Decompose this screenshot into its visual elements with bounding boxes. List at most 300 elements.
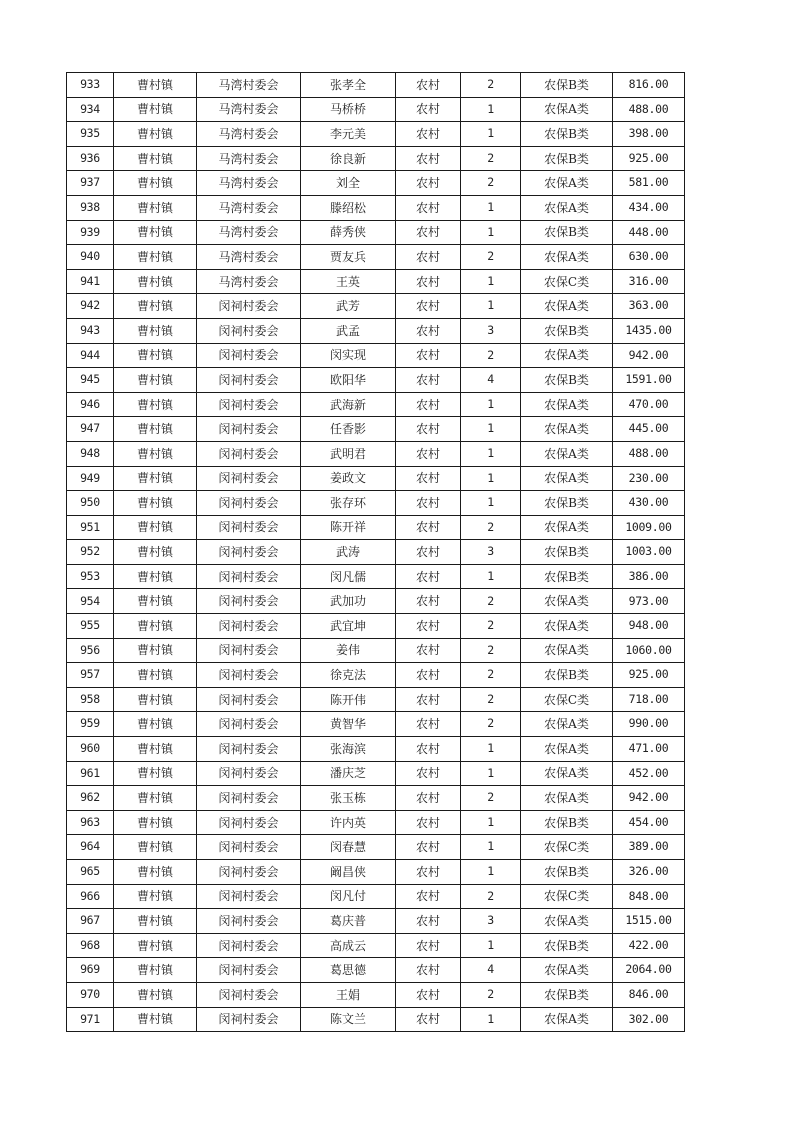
cell-family-size: 2 (461, 663, 521, 688)
cell-town: 曹村镇 (114, 269, 197, 294)
cell-village-committee: 闵祠村委会 (197, 564, 301, 589)
cell-person-name: 徐克法 (301, 663, 396, 688)
table-row (67, 737, 685, 762)
cell-insurance-category: 农保B类 (521, 318, 613, 343)
cell-town: 曹村镇 (114, 712, 197, 737)
cell-town: 曹村镇 (114, 982, 197, 1007)
table-row (67, 663, 685, 688)
cell-town: 曹村镇 (114, 171, 197, 196)
cell-family-size: 1 (461, 933, 521, 958)
cell-insurance-category: 农保B类 (521, 146, 613, 171)
cell-village-committee: 闵祠村委会 (197, 638, 301, 663)
cell-household-type: 农村 (396, 73, 461, 98)
cell-household-type: 农村 (396, 786, 461, 811)
table-row (67, 564, 685, 589)
cell-household-type: 农村 (396, 515, 461, 540)
cell-household-type: 农村 (396, 171, 461, 196)
cell-insurance-category: 农保A类 (521, 786, 613, 811)
cell-village-committee: 马湾村委会 (197, 146, 301, 171)
cell-village-committee: 闵祠村委会 (197, 491, 301, 516)
cell-person-name: 葛庆普 (301, 909, 396, 934)
cell-person-name: 欧阳华 (301, 368, 396, 393)
cell-amount: 925.00 (613, 663, 685, 688)
cell-household-type: 农村 (396, 245, 461, 270)
cell-row-number: 933 (67, 73, 114, 98)
cell-household-type: 农村 (396, 491, 461, 516)
table-row (67, 269, 685, 294)
cell-village-committee: 马湾村委会 (197, 73, 301, 98)
cell-amount: 316.00 (613, 269, 685, 294)
cell-village-committee: 闵祠村委会 (197, 786, 301, 811)
table-row (67, 589, 685, 614)
table-row (67, 614, 685, 639)
cell-village-committee: 闵祠村委会 (197, 318, 301, 343)
cell-family-size: 1 (461, 1007, 521, 1032)
cell-family-size: 1 (461, 269, 521, 294)
cell-person-name: 任香影 (301, 417, 396, 442)
cell-person-name: 陈开伟 (301, 687, 396, 712)
cell-family-size: 1 (461, 761, 521, 786)
cell-town: 曹村镇 (114, 933, 197, 958)
cell-amount: 1060.00 (613, 638, 685, 663)
cell-village-committee: 闵祠村委会 (197, 712, 301, 737)
table-row (67, 368, 685, 393)
cell-household-type: 农村 (396, 318, 461, 343)
cell-family-size: 1 (461, 810, 521, 835)
cell-town: 曹村镇 (114, 417, 197, 442)
cell-village-committee: 马湾村委会 (197, 220, 301, 245)
cell-row-number: 938 (67, 195, 114, 220)
cell-insurance-category: 农保A类 (521, 638, 613, 663)
cell-village-committee: 闵祠村委会 (197, 687, 301, 712)
cell-insurance-category: 农保B类 (521, 663, 613, 688)
cell-insurance-category: 农保C类 (521, 884, 613, 909)
cell-row-number: 962 (67, 786, 114, 811)
cell-person-name: 贾友兵 (301, 245, 396, 270)
cell-row-number: 959 (67, 712, 114, 737)
cell-row-number: 948 (67, 441, 114, 466)
table-row (67, 515, 685, 540)
cell-village-committee: 闵祠村委会 (197, 810, 301, 835)
cell-amount: 1435.00 (613, 318, 685, 343)
cell-family-size: 3 (461, 909, 521, 934)
cell-town: 曹村镇 (114, 318, 197, 343)
cell-person-name: 葛思德 (301, 958, 396, 983)
cell-village-committee: 闵祠村委会 (197, 294, 301, 319)
cell-amount: 990.00 (613, 712, 685, 737)
cell-household-type: 农村 (396, 368, 461, 393)
cell-person-name: 徐良新 (301, 146, 396, 171)
cell-insurance-category: 农保A类 (521, 245, 613, 270)
cell-town: 曹村镇 (114, 540, 197, 565)
table-row (67, 441, 685, 466)
cell-family-size: 2 (461, 614, 521, 639)
cell-row-number: 937 (67, 171, 114, 196)
cell-family-size: 1 (461, 466, 521, 491)
cell-amount: 848.00 (613, 884, 685, 909)
cell-family-size: 2 (461, 73, 521, 98)
cell-family-size: 4 (461, 958, 521, 983)
table-row (67, 810, 685, 835)
cell-village-committee: 闵祠村委会 (197, 540, 301, 565)
cell-amount: 1003.00 (613, 540, 685, 565)
cell-town: 曹村镇 (114, 958, 197, 983)
cell-household-type: 农村 (396, 933, 461, 958)
cell-insurance-category: 农保C类 (521, 835, 613, 860)
cell-family-size: 1 (461, 860, 521, 885)
cell-row-number: 945 (67, 368, 114, 393)
cell-amount: 488.00 (613, 441, 685, 466)
cell-person-name: 张孝全 (301, 73, 396, 98)
cell-amount: 445.00 (613, 417, 685, 442)
cell-insurance-category: 农保A类 (521, 712, 613, 737)
cell-insurance-category: 农保B类 (521, 982, 613, 1007)
cell-row-number: 968 (67, 933, 114, 958)
table-row (67, 982, 685, 1007)
cell-village-committee: 闵祠村委会 (197, 441, 301, 466)
cell-person-name: 王娟 (301, 982, 396, 1007)
cell-village-committee: 闵祠村委会 (197, 909, 301, 934)
cell-household-type: 农村 (396, 97, 461, 122)
cell-household-type: 农村 (396, 220, 461, 245)
cell-insurance-category: 农保A类 (521, 466, 613, 491)
cell-row-number: 935 (67, 122, 114, 147)
table-body (67, 73, 685, 1032)
cell-household-type: 农村 (396, 417, 461, 442)
cell-insurance-category: 农保B类 (521, 860, 613, 885)
cell-village-committee: 闵祠村委会 (197, 589, 301, 614)
cell-amount: 363.00 (613, 294, 685, 319)
cell-family-size: 2 (461, 687, 521, 712)
cell-household-type: 农村 (396, 1007, 461, 1032)
cell-family-size: 1 (461, 417, 521, 442)
cell-household-type: 农村 (396, 294, 461, 319)
cell-household-type: 农村 (396, 466, 461, 491)
cell-amount: 452.00 (613, 761, 685, 786)
table-row (67, 195, 685, 220)
cell-insurance-category: 农保A类 (521, 515, 613, 540)
cell-household-type: 农村 (396, 884, 461, 909)
cell-household-type: 农村 (396, 614, 461, 639)
cell-person-name: 张玉栋 (301, 786, 396, 811)
cell-row-number: 943 (67, 318, 114, 343)
cell-amount: 448.00 (613, 220, 685, 245)
cell-family-size: 2 (461, 343, 521, 368)
cell-insurance-category: 农保C类 (521, 687, 613, 712)
cell-town: 曹村镇 (114, 97, 197, 122)
cell-village-committee: 闵祠村委会 (197, 860, 301, 885)
cell-person-name: 黄智华 (301, 712, 396, 737)
cell-amount: 942.00 (613, 786, 685, 811)
table-row (67, 835, 685, 860)
cell-person-name: 陈文兰 (301, 1007, 396, 1032)
cell-village-committee: 闵祠村委会 (197, 884, 301, 909)
cell-amount: 488.00 (613, 97, 685, 122)
cell-village-committee: 闵祠村委会 (197, 982, 301, 1007)
cell-row-number: 955 (67, 614, 114, 639)
cell-family-size: 1 (461, 122, 521, 147)
cell-town: 曹村镇 (114, 491, 197, 516)
cell-amount: 454.00 (613, 810, 685, 835)
cell-town: 曹村镇 (114, 294, 197, 319)
cell-village-committee: 闵祠村委会 (197, 737, 301, 762)
cell-amount: 398.00 (613, 122, 685, 147)
cell-household-type: 农村 (396, 712, 461, 737)
table-row (67, 909, 685, 934)
cell-town: 曹村镇 (114, 466, 197, 491)
cell-row-number: 965 (67, 860, 114, 885)
cell-insurance-category: 农保A类 (521, 97, 613, 122)
cell-household-type: 农村 (396, 982, 461, 1007)
cell-person-name: 闵春慧 (301, 835, 396, 860)
cell-family-size: 1 (461, 835, 521, 860)
cell-row-number: 951 (67, 515, 114, 540)
cell-insurance-category: 农保A类 (521, 1007, 613, 1032)
cell-amount: 1515.00 (613, 909, 685, 934)
cell-person-name: 闵实现 (301, 343, 396, 368)
cell-village-committee: 闵祠村委会 (197, 663, 301, 688)
cell-insurance-category: 农保B类 (521, 220, 613, 245)
cell-household-type: 农村 (396, 122, 461, 147)
cell-town: 曹村镇 (114, 220, 197, 245)
cell-insurance-category: 农保A类 (521, 195, 613, 220)
table-row (67, 73, 685, 98)
cell-insurance-category: 农保A类 (521, 614, 613, 639)
cell-village-committee: 马湾村委会 (197, 195, 301, 220)
cell-family-size: 1 (461, 392, 521, 417)
table-row (67, 171, 685, 196)
cell-family-size: 1 (461, 97, 521, 122)
cell-family-size: 1 (461, 737, 521, 762)
cell-insurance-category: 农保A类 (521, 441, 613, 466)
cell-person-name: 张海滨 (301, 737, 396, 762)
cell-household-type: 农村 (396, 810, 461, 835)
table-row (67, 958, 685, 983)
cell-amount: 2064.00 (613, 958, 685, 983)
cell-person-name: 滕绍松 (301, 195, 396, 220)
cell-amount: 230.00 (613, 466, 685, 491)
cell-family-size: 1 (461, 220, 521, 245)
cell-village-committee: 闵祠村委会 (197, 933, 301, 958)
table-row (67, 417, 685, 442)
cell-town: 曹村镇 (114, 614, 197, 639)
cell-village-committee: 闵祠村委会 (197, 1007, 301, 1032)
cell-town: 曹村镇 (114, 245, 197, 270)
cell-insurance-category: 农保A类 (521, 737, 613, 762)
cell-amount: 948.00 (613, 614, 685, 639)
cell-row-number: 949 (67, 466, 114, 491)
cell-village-committee: 马湾村委会 (197, 269, 301, 294)
cell-row-number: 936 (67, 146, 114, 171)
cell-row-number: 967 (67, 909, 114, 934)
table-row (67, 884, 685, 909)
cell-household-type: 农村 (396, 638, 461, 663)
cell-person-name: 姜政文 (301, 466, 396, 491)
cell-person-name: 闵凡儒 (301, 564, 396, 589)
cell-family-size: 1 (461, 441, 521, 466)
cell-person-name: 陈开祥 (301, 515, 396, 540)
table-row (67, 687, 685, 712)
cell-family-size: 1 (461, 294, 521, 319)
cell-row-number: 969 (67, 958, 114, 983)
cell-family-size: 2 (461, 982, 521, 1007)
cell-town: 曹村镇 (114, 884, 197, 909)
cell-household-type: 农村 (396, 737, 461, 762)
cell-town: 曹村镇 (114, 441, 197, 466)
cell-amount: 1591.00 (613, 368, 685, 393)
cell-row-number: 966 (67, 884, 114, 909)
cell-village-committee: 闵祠村委会 (197, 958, 301, 983)
cell-family-size: 2 (461, 245, 521, 270)
cell-household-type: 农村 (396, 860, 461, 885)
cell-family-size: 2 (461, 884, 521, 909)
cell-village-committee: 马湾村委会 (197, 97, 301, 122)
cell-insurance-category: 农保A类 (521, 761, 613, 786)
cell-amount: 386.00 (613, 564, 685, 589)
cell-town: 曹村镇 (114, 73, 197, 98)
cell-family-size: 2 (461, 171, 521, 196)
cell-village-committee: 闵祠村委会 (197, 343, 301, 368)
cell-village-committee: 闵祠村委会 (197, 614, 301, 639)
cell-town: 曹村镇 (114, 515, 197, 540)
table-row (67, 392, 685, 417)
cell-town: 曹村镇 (114, 810, 197, 835)
cell-insurance-category: 农保A类 (521, 958, 613, 983)
cell-family-size: 1 (461, 195, 521, 220)
table-row (67, 712, 685, 737)
cell-row-number: 956 (67, 638, 114, 663)
cell-household-type: 农村 (396, 343, 461, 368)
cell-amount: 942.00 (613, 343, 685, 368)
cell-town: 曹村镇 (114, 122, 197, 147)
cell-amount: 302.00 (613, 1007, 685, 1032)
cell-household-type: 农村 (396, 589, 461, 614)
cell-town: 曹村镇 (114, 1007, 197, 1032)
cell-village-committee: 闵祠村委会 (197, 417, 301, 442)
cell-row-number: 963 (67, 810, 114, 835)
cell-person-name: 闵凡付 (301, 884, 396, 909)
table-row (67, 294, 685, 319)
cell-person-name: 武海新 (301, 392, 396, 417)
cell-insurance-category: 农保A类 (521, 171, 613, 196)
cell-amount: 816.00 (613, 73, 685, 98)
cell-person-name: 武宜坤 (301, 614, 396, 639)
cell-village-committee: 闵祠村委会 (197, 392, 301, 417)
cell-insurance-category: 农保B类 (521, 933, 613, 958)
cell-row-number: 934 (67, 97, 114, 122)
cell-row-number: 960 (67, 737, 114, 762)
table-row (67, 466, 685, 491)
cell-village-committee: 闵祠村委会 (197, 515, 301, 540)
cell-person-name: 姜伟 (301, 638, 396, 663)
cell-person-name: 阚昌侠 (301, 860, 396, 885)
cell-row-number: 964 (67, 835, 114, 860)
cell-row-number: 947 (67, 417, 114, 442)
cell-person-name: 武加功 (301, 589, 396, 614)
cell-household-type: 农村 (396, 540, 461, 565)
cell-person-name: 武孟 (301, 318, 396, 343)
cell-amount: 470.00 (613, 392, 685, 417)
table-row (67, 786, 685, 811)
cell-town: 曹村镇 (114, 638, 197, 663)
cell-insurance-category: 农保A类 (521, 909, 613, 934)
cell-town: 曹村镇 (114, 786, 197, 811)
cell-insurance-category: 农保C类 (521, 269, 613, 294)
cell-row-number: 957 (67, 663, 114, 688)
cell-household-type: 农村 (396, 958, 461, 983)
cell-village-committee: 闵祠村委会 (197, 835, 301, 860)
table-row (67, 860, 685, 885)
cell-row-number: 954 (67, 589, 114, 614)
cell-town: 曹村镇 (114, 663, 197, 688)
beneficiary-table (66, 72, 685, 1032)
cell-insurance-category: 农保A类 (521, 392, 613, 417)
cell-row-number: 950 (67, 491, 114, 516)
cell-insurance-category: 农保B类 (521, 810, 613, 835)
cell-row-number: 958 (67, 687, 114, 712)
cell-person-name: 王英 (301, 269, 396, 294)
cell-household-type: 农村 (396, 663, 461, 688)
cell-amount: 973.00 (613, 589, 685, 614)
table-row (67, 491, 685, 516)
cell-household-type: 农村 (396, 146, 461, 171)
cell-row-number: 944 (67, 343, 114, 368)
cell-insurance-category: 农保B类 (521, 73, 613, 98)
cell-family-size: 1 (461, 564, 521, 589)
table-row (67, 540, 685, 565)
table-row (67, 933, 685, 958)
cell-row-number: 946 (67, 392, 114, 417)
cell-household-type: 农村 (396, 195, 461, 220)
cell-household-type: 农村 (396, 835, 461, 860)
cell-household-type: 农村 (396, 909, 461, 934)
cell-town: 曹村镇 (114, 589, 197, 614)
cell-person-name: 武明君 (301, 441, 396, 466)
table-row (67, 146, 685, 171)
cell-household-type: 农村 (396, 392, 461, 417)
cell-person-name: 李元美 (301, 122, 396, 147)
cell-household-type: 农村 (396, 564, 461, 589)
cell-person-name: 许内英 (301, 810, 396, 835)
cell-family-size: 2 (461, 638, 521, 663)
cell-row-number: 952 (67, 540, 114, 565)
cell-row-number: 970 (67, 982, 114, 1007)
table-row (67, 1007, 685, 1032)
cell-person-name: 武涛 (301, 540, 396, 565)
table-row (67, 343, 685, 368)
cell-village-committee: 马湾村委会 (197, 122, 301, 147)
cell-town: 曹村镇 (114, 343, 197, 368)
table-row (67, 761, 685, 786)
cell-household-type: 农村 (396, 687, 461, 712)
cell-amount: 389.00 (613, 835, 685, 860)
cell-insurance-category: 农保A类 (521, 589, 613, 614)
table-row (67, 97, 685, 122)
cell-row-number: 971 (67, 1007, 114, 1032)
cell-town: 曹村镇 (114, 909, 197, 934)
cell-amount: 1009.00 (613, 515, 685, 540)
cell-town: 曹村镇 (114, 368, 197, 393)
cell-village-committee: 马湾村委会 (197, 171, 301, 196)
cell-row-number: 961 (67, 761, 114, 786)
cell-family-size: 2 (461, 712, 521, 737)
cell-village-committee: 闵祠村委会 (197, 466, 301, 491)
cell-person-name: 张存环 (301, 491, 396, 516)
cell-row-number: 941 (67, 269, 114, 294)
cell-amount: 925.00 (613, 146, 685, 171)
cell-town: 曹村镇 (114, 195, 197, 220)
cell-family-size: 2 (461, 589, 521, 614)
